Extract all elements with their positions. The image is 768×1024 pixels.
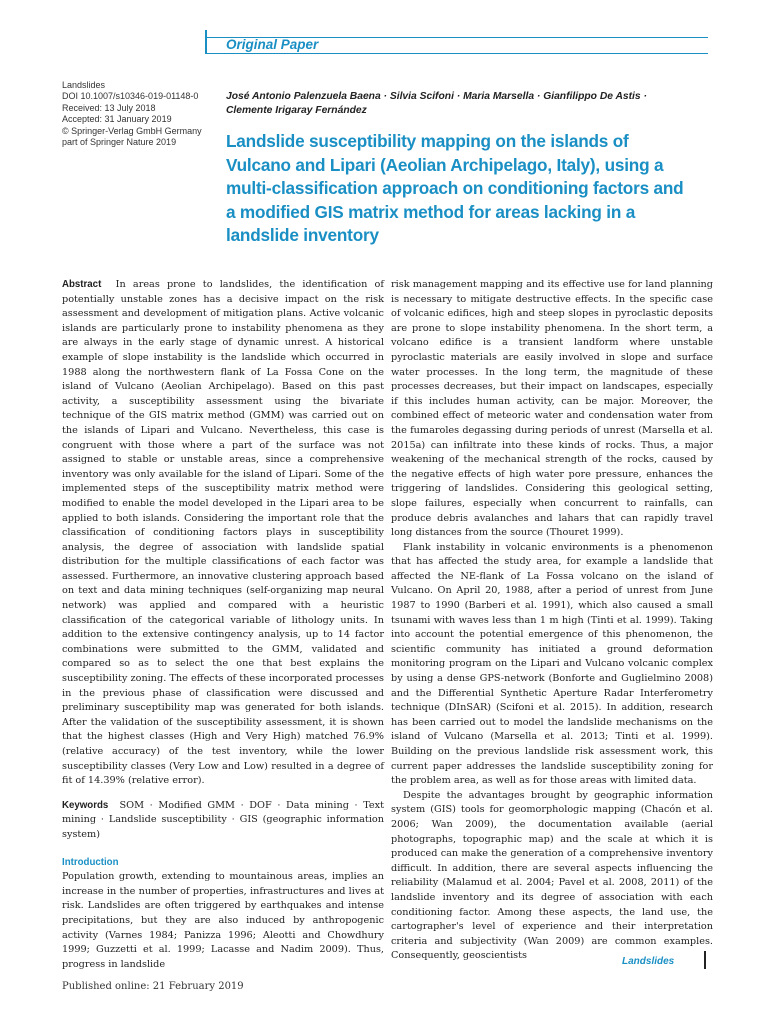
introduction-heading: Introduction <box>62 856 119 868</box>
header-rule-lower <box>205 53 708 54</box>
copyright-line: © Springer-Verlag GmbH Germany <box>62 125 202 136</box>
paragraph-flank-instability: Flank instability in volcanic environments is a phenomenon that has affected the study area, for example a landslide that affected the NE-flank of La Fossa volcano on the island of Vulcano. On April 20, 1988, after a period of unrest from June 1987 to 1990 (Barberi et al. 1991), which also caused a small tsunami with waves less than 1 m high (Tinti et al. 1999). Taking into account the potential emergence of this phenomenon, the scientific community has initiated a ground deformation monitoring program on the Lipari and Vulcano volcanic complex by using a dense GPS-network (Bonforte and Guglielmino 2008) and the Differential Synthetic Aperture Radar Interferometry technique (DInSAR) (Scifoni et al. 2015). In addition, research has been carried out to model the landslide mechanisms on the island of Vulcano (Marsella et al. 2013; Tinti et al. 1999). Building on the previous landslide risk assessment work, this current paper addresses the landslide susceptibility zoning for the problem area, as well as for those areas with limited data. <box>391 541 713 787</box>
keywords <box>62 799 384 843</box>
footer-journal: Landslides <box>622 956 675 967</box>
header-accent-bar <box>205 30 207 54</box>
accepted-date: Accepted: 31 January 2019 <box>62 114 172 125</box>
publisher-line: part of Springer Nature 2019 <box>62 137 177 148</box>
received-date: Received: 13 July 2018 <box>62 102 156 113</box>
doi[interactable]: DOI 10.1007/s10346-019-01148-0 <box>62 91 199 102</box>
paragraph-gis-tools: Despite the advantages brought by geographic information system (GIS) tools for geomorphologic mapping (Chacón et al. 2006; Wan 2009), the documentation available (aerial photographs, topographic map) and the scale at which it is produced can make the generation of a comprehensive inventory difficult. In addition, there are several aspects influencing the reliability (Malamud et al. 2004; Pavel et al. 2008, 2011) of the landslide inventory and its degree of association with each conditioning factor. Among these aspects, the land use, the cartographer's level of experience and their interpretation criteria and subjectivity (Wan 2009) are common examples. Consequently, geoscientists <box>391 789 713 962</box>
abstract <box>62 278 384 789</box>
abstract-text: In areas prone to landslides, the identification of potentially unstable zones has a decisive impact on the risk assessment and development of mitigation plans. Active volcanic islands are particularly prone to instability phenomena as they are always in the early stage of dynamic unrest. A historical example of slope instability is the landslide which occurred in 1988 along the northwestern flank of La Fossa Cone on the island of Vulcano (Aeolian Archipelago). Based on this past activity, a susceptibility assessment using the bivariate technique of the GIS matrix method (GMM) was carried out on the islands of Lipari and Vulcano. Nevertheless, this case is congruent with those where a part of the surface was not assigned to stable or unstable areas, since a comprehensive inventory was only available for the island of Lipari. Some of the implemented steps of the susceptibility matrix method were modified to enable the model developed in the Lipari area to be applied to both islands. Considering the important role that the classification of conditioning factors plays in susceptibility analysis, the degree of association with landslide spatial distribution for the multiple classifications of each factor was assessed. Furthermore, an innovative clustering approach based on text and data mining techniques (self-organizing map neural network) was applied and compared with a heuristic classification of the categorical variable of lithology units. In addition to the extensive contingency analysis, up to 14 factor combinations were submitted to the GMM, validated and compared so as to select the one that best explains the susceptibility zoning. The effects of these incorporated processes in the previous phase of classification were discussed and preliminary susceptibility map was generated for both islands. After the validation of the susceptibility assessment, it is shown that the highest classes (High and Very High) matched 76.9% (relative accuracy) of the test inventory, while the lower susceptibility classes (Very Low and Low) resulted in a degree of fit of 14.39% (relative error). <box>62 279 384 787</box>
authors-line-2: Clemente Irigaray Fernández <box>226 104 367 116</box>
abstract-label: Abstract <box>62 279 102 290</box>
authors-line-1: José Antonio Palenzuela Baena · Silvia Scifoni · Maria Marsella · Gianfilippo De Astis · <box>226 91 647 102</box>
published-date: Published online: 21 February 2019 <box>62 981 244 992</box>
left-column <box>62 278 384 972</box>
footer-bar <box>704 951 706 969</box>
keywords-text: SOM · Modified GMM · DOF · Data mining · Text mining · Landslide susceptibility · GIS (geographic information system) <box>62 799 384 840</box>
journal-name: Landslides <box>62 80 106 90</box>
article-meta <box>62 80 202 148</box>
introduction-left-text: Population growth, extending to mountainous areas, implies an increase in the number of properties, infrastructures and lives at risk. Landslides are often triggered by earthquakes and intense precipitations, but they are also induced by anthropogenic activity (Varnes 1984; Panizza 1996; Aleotti and Chowdhury 1999; Guzzetti et al. 1999; Lacasse and Nadim 2009). Thus, progress in landslide <box>62 871 384 970</box>
paragraph-risk-management: risk management mapping and its effective use for land planning is necessary to mitigate destructive effects. In the specific case of volcanic edifices, high and steep slopes in pyroclastic deposits are prone to slope instability phenomena. In the short term, a volcano edifice is a transient landform where unstable pyroclastic materials are easily involved in slope and surface water processes. In the long term, the magnitude of these processes decreases, but their impact on landscapes, especially if this includes human activity, can be major. Moreover, the combined effect of meteoric water and condensation water from the fumaroles degassing during periods of unrest (Marsella et al. 2015a) can infiltrate into these kinds of rocks. Thus, a major weakening of the mechanical strength of the rocks, caused by the negative effects of high water pore pressure, enhances the triggering of landslides. Considering this geological setting, slope failures, especially when concurrent to rainfalls, can produce debris avalanches and lahars that can rapidly travel long distances from the source (Thouret 1999). <box>391 279 713 539</box>
section-label: Original Paper <box>226 37 319 52</box>
article-title: Landslide susceptibility mapping on the islands of Vulcano and Lipari (Aeolian Archipelago, Italy), using a multi-classification approach on conditioning factors and a modified GIS matrix method for areas lacking in a landslide inventory <box>226 131 684 246</box>
keywords-label: Keywords <box>62 799 109 811</box>
author-list <box>226 90 686 117</box>
right-column <box>391 278 713 964</box>
